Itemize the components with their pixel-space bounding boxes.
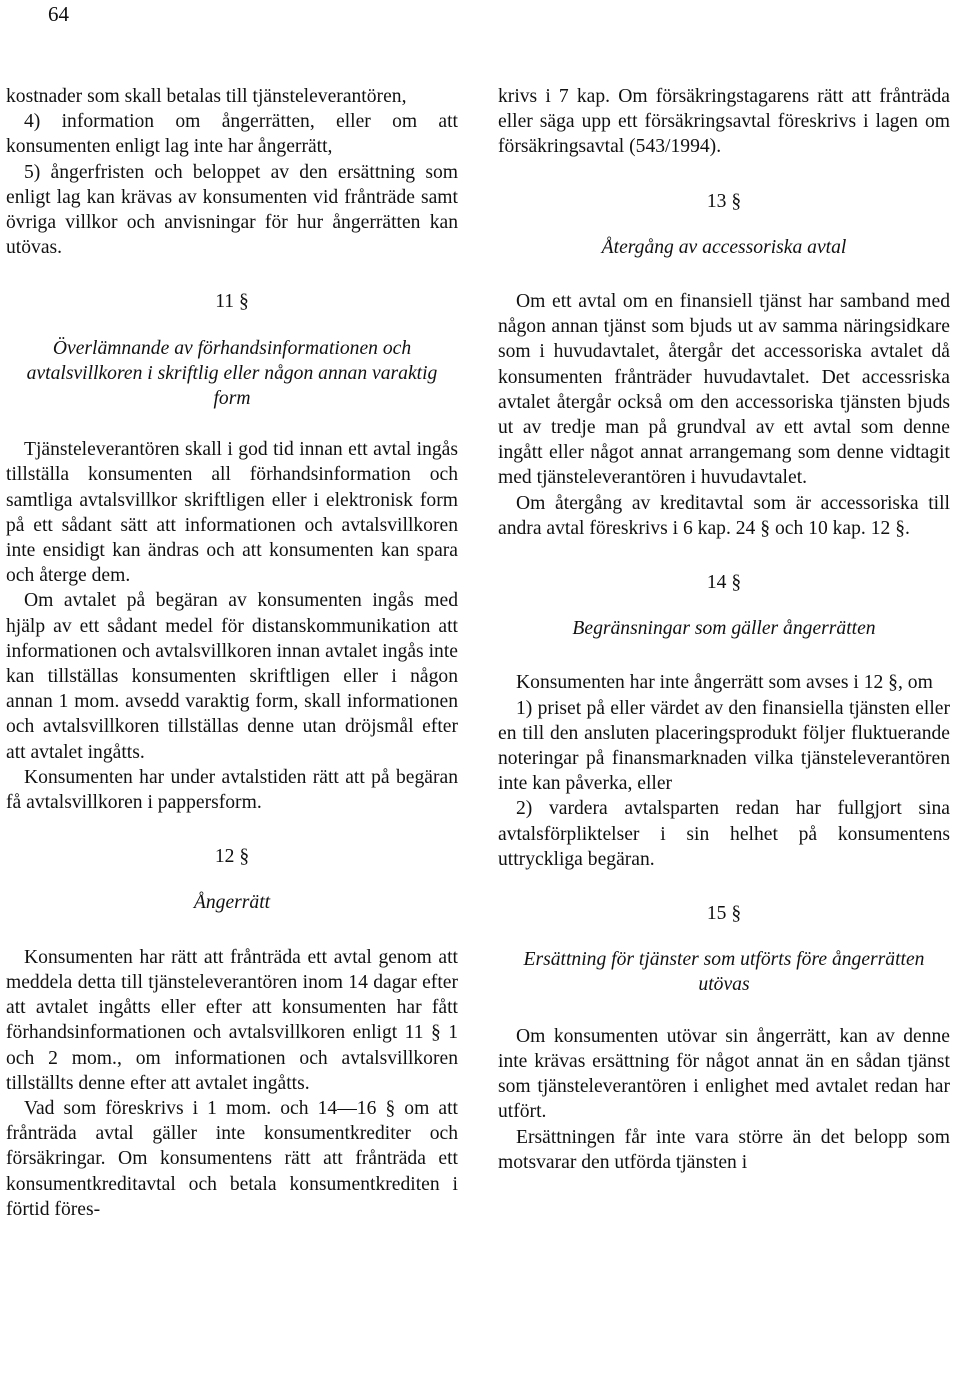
section-15 bbox=[498, 901, 950, 1175]
paragraph: Konsumenten har inte ångerrätt som avses i 12 §, om bbox=[516, 672, 933, 694]
section-heading: Ångerrätt bbox=[193, 892, 271, 914]
left-column bbox=[6, 84, 458, 1222]
list-item: 5) ångerfristen och beloppet av den ersättning som enligt lag kan krävas av konsumenten vid frånträde samt övriga villkor och anvisningar för hur ångerrätten kan utövas. bbox=[6, 161, 458, 259]
paragraph: Ersättningen får inte vara större än det belopp som motsvarar den utförda tjänsten i bbox=[498, 1126, 950, 1173]
section-heading: Överlämnande av förhandsinformationen och avtalsvillkoren i skriftlig eller någon annan varaktig form bbox=[26, 337, 438, 410]
paragraph: Vad som föreskrivs i 1 mom. och 14—16 § om att frånträda avtal gäller inte konsumentkrediter och försäkringar. Om konsumentens rätt att frånträda ett konsumentkreditavtal och betala konsumentkrediten i förtid föres- bbox=[6, 1097, 458, 1220]
section-heading: Ersättning för tjänster som utförts före ångerrätten utövas bbox=[523, 949, 925, 996]
section-12 bbox=[6, 844, 458, 1222]
paragraph: Om ett avtal om en finansiell tjänst har samband med någon annan tjänst som bjuds ut av samma näringsidkare som i huvudavtalet, återgår det accessoriska avtalet då konsumenten frånträder huvudavtalet. Det accessriska avtalet återgår också om den accessoriska tjänsten bjuds ut av tredje man på grundval av ett avtal som denne ingått eller något annat arrangemang som denne vidtagit med tjänsteleverantören i huvudavtalet. bbox=[498, 291, 950, 489]
section-number: 12 § bbox=[214, 846, 250, 868]
list-item: 4) information om ångerrätten, eller om att konsumenten enligt lag inte har ångerrätt, bbox=[6, 111, 458, 158]
page-number: 64 bbox=[48, 2, 69, 26]
intro-text: kostnader som skall betalas till tjänsteleverantören, bbox=[6, 86, 407, 107]
paragraph: Om återgång av kreditavtal som är accessoriska till andra avtal föreskrivs i 6 kap. 24 § och 10 kap. 12 §. bbox=[498, 492, 950, 539]
section-number: 14 § bbox=[706, 572, 742, 594]
list-item: 1) priset på eller värdet av den finansiella tjänsten eller en till den ansluten placeringsprodukt följer fluktuerande noteringar på finansmarknaden vilka tjänsteleverantören inte kan påverka, eller bbox=[498, 697, 950, 795]
section-11 bbox=[6, 289, 458, 815]
paragraph: Om avtalet på begäran av konsumenten ingås med hjälp av ett sådant medel för distanskommunikation att informationen och avtalsvillkoren innan avtalet ingås inte kan tillställas konsumenten skriftligen eller i någon annan 1 mom. avsedd varaktig form, skall informationen och avtalsvillkoren tillställas denne utan dröjsmål efter att avtalet ingåtts. bbox=[6, 590, 458, 763]
right-column bbox=[498, 84, 950, 1175]
section-heading: Begränsningar som gäller ångerrätten bbox=[572, 618, 876, 640]
list-item: 2) vardera avtalsparten redan har fullgjort sina avtalsförpliktelser i sin helhet på konsumentens uttryckliga begäran. bbox=[498, 798, 950, 870]
section-heading: Återgång av accessoriska avtal bbox=[601, 236, 847, 258]
section-number: 13 § bbox=[706, 190, 742, 212]
section-number: 11 § bbox=[215, 291, 249, 313]
section-13 bbox=[498, 189, 950, 541]
paragraph: Konsumenten har under avtalstiden rätt att på begäran få avtalsvillkoren i pappersform. bbox=[6, 766, 458, 814]
continuation-text: krivs i 7 kap. Om försäkringstagarens rätt att frånträda eller säga upp ett försäkringsavtal föreskrivs i lagen om försäkringsavtal (543/1994). bbox=[498, 86, 950, 158]
paragraph: Konsumenten har rätt att frånträda ett avtal genom att meddela detta till tjänsteleverantören inom 14 dagar efter att avtalet ingåtts eller efter att konsumenten har fått förhandsinformationen och avtalsvillkoren enligt 11 § 1 och 2 mom., om informationen och avtalsvillkoren tillställts denne efter att avtalet ingåtts. bbox=[6, 946, 458, 1094]
section-number: 15 § bbox=[706, 903, 742, 925]
paragraph: Om konsumenten utövar sin ångerrätt, kan av denne inte krävas ersättning för något annat än en sådan tjänst som tjänsteleverantören i enlighet med avtalet redan har utfört. bbox=[498, 1025, 950, 1123]
section-14 bbox=[498, 570, 950, 872]
paragraph: Tjänsteleverantören skall i god tid innan ett avtal ingås tillställa konsumenten all förhandsinformation och samtliga avtalsvillkor skriftligen eller i elektronisk form på ett sådant sätt att informationen och avtalsvillkoren inte ensidigt kan ändras och att konsumenten kan spara och återge dem. bbox=[6, 439, 458, 587]
